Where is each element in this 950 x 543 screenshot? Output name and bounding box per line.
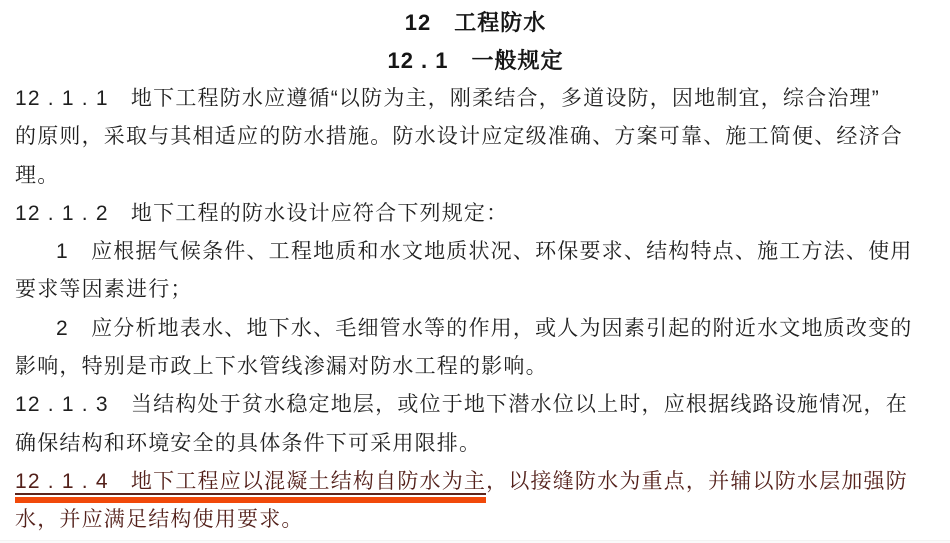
clause-12-1-1-line-3: 理。 [15, 163, 60, 187]
clause-12-1-2-item-2-line-1: 2 应分析地表水、地下水、毛细管水等的作用，或人为因素引起的附近水文地质改变的 [56, 316, 913, 340]
clause-12-1-4-line-2: 水，并应满足结构使用要求。 [15, 508, 304, 532]
clause-12-1-4-line-1-rest: ，以接缝防水为重点，并辅以防水层加强防 [486, 469, 908, 493]
clause-12-1-2-item-1-line-2: 要求等因素进行； [15, 278, 193, 302]
section-heading: 12 . 1 一般规定 [387, 48, 564, 73]
clause-12-1-2-line-1: 12 . 1 . 2 地下工程的防水设计应符合下列规定： [15, 201, 509, 225]
clause-12-1-3-line-2: 确保结构和环境安全的具体条件下可采用限排。 [15, 431, 482, 455]
highlight-underline-annotation: 12 . 1 . 4 地下工程应以混凝土结构自防水为主 [15, 469, 487, 493]
clause-12-1-4-line-1 [15, 463, 936, 501]
clause-12-1-3-line-1: 12 . 1 . 3 当结构处于贫水稳定地层，或位于地下潜水位以上时，应根据线路设施情况，在 [15, 393, 908, 417]
clause-12-1-1-line-1: 12 . 1 . 1 地下工程防水应遵循“以防为主，刚柔结合，多道设防，因地制宜，综合治理” [15, 87, 880, 110]
clause-12-1-2-item-1-line-1: 1 应根据气候条件、工程地质和水文地质状况、环保要求、结构特点、施工方法、使用 [56, 240, 913, 264]
clause-12-1-2-item-2-line-2: 影响，特别是市政上下水管线渗漏对防水工程的影响。 [15, 355, 548, 379]
clause-12-1-1-line-2: 的原则，采取与其相适应的防水措施。防水设计应定级准确、方案可靠、施工简便、经济合 [15, 125, 903, 149]
chapter-title: 12 工程防水 [404, 10, 547, 35]
